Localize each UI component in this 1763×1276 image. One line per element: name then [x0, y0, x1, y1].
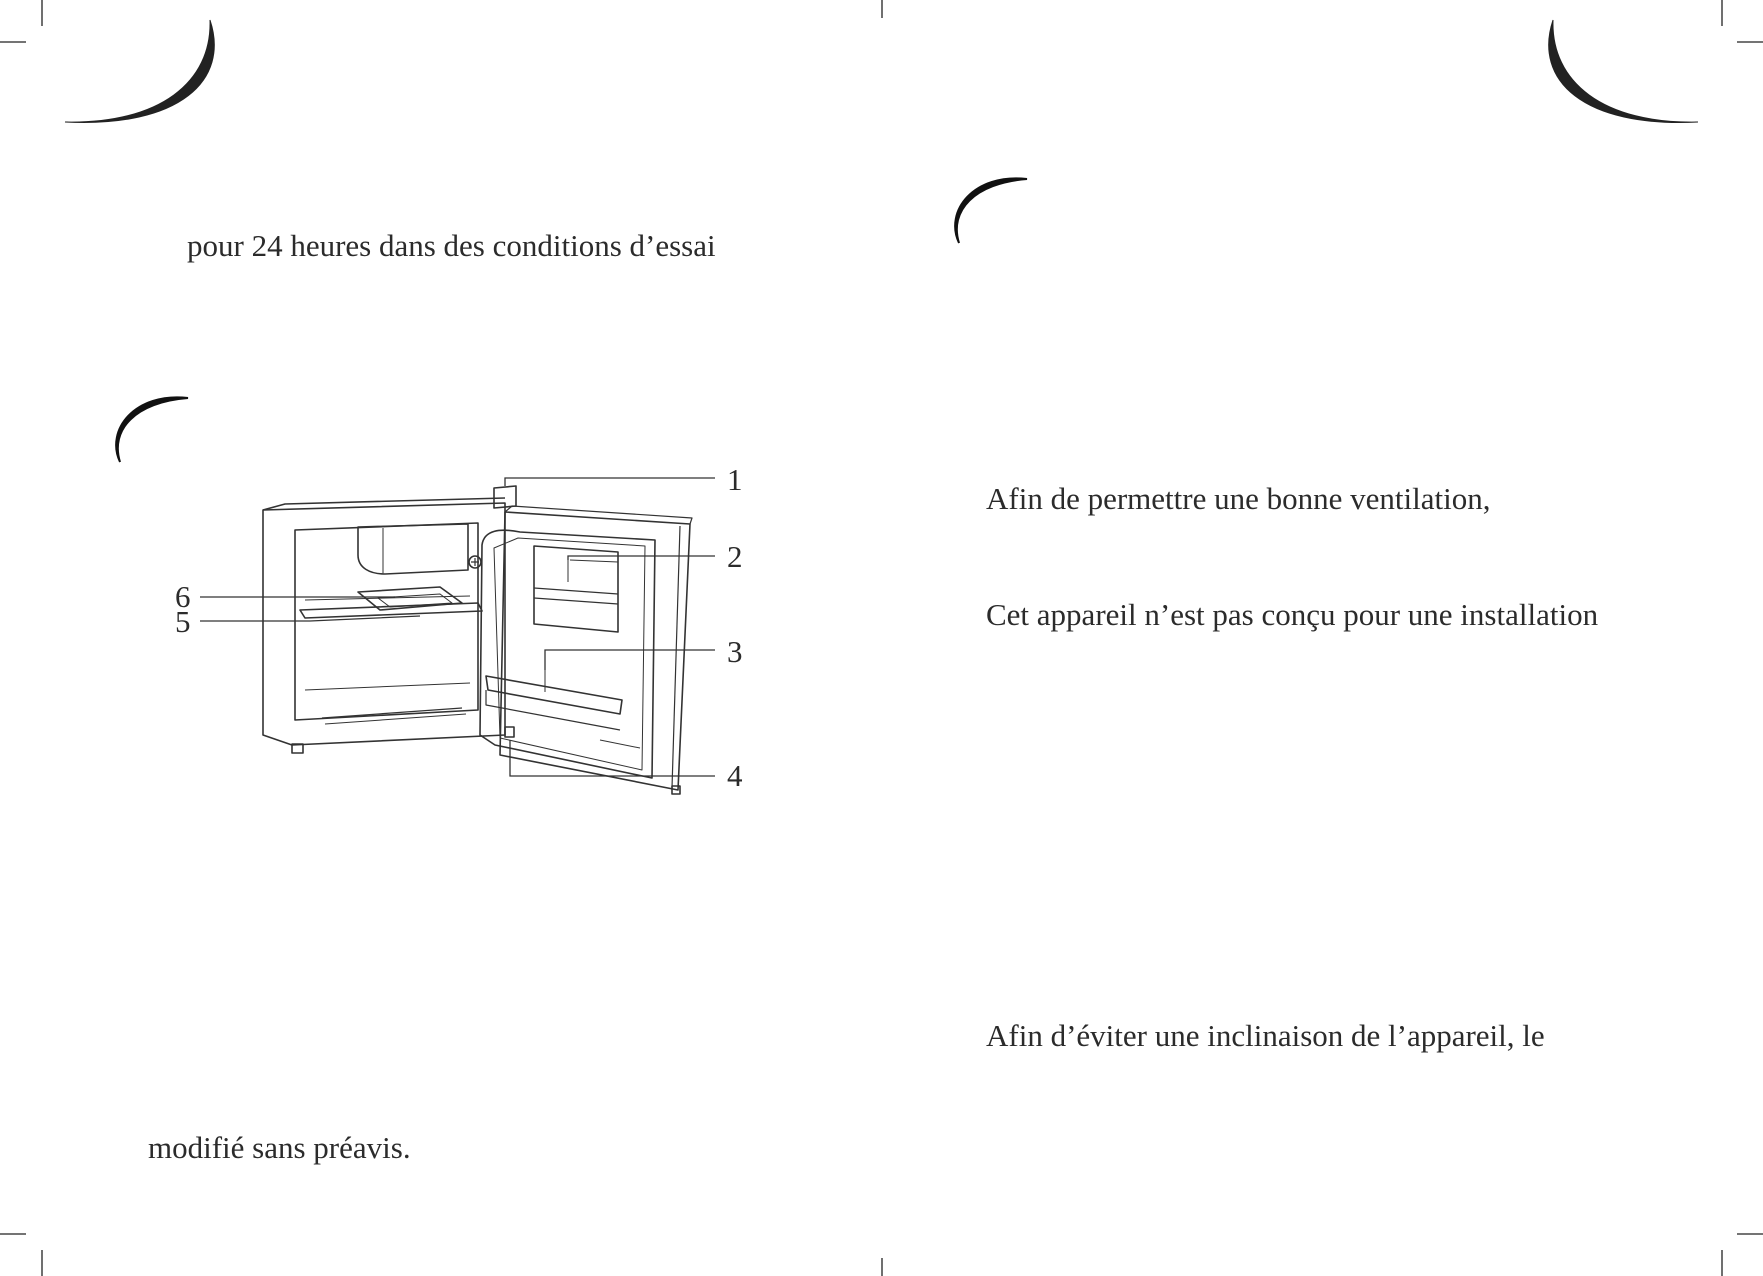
diagram-label-1: 1 [727, 462, 743, 497]
drip-tray [300, 603, 482, 618]
cabinet-interior [295, 523, 478, 720]
diagram-label-6: 6 [175, 579, 191, 614]
diagram-label-2: 2 [727, 539, 743, 574]
left-top-line: pour 24 heures dans des conditions d’essai [187, 228, 716, 263]
right-line-ventilation: Afin de permettre une bonne ventilation, [986, 481, 1491, 516]
diagram-label-3: 3 [727, 634, 743, 669]
leader-lines [200, 478, 715, 776]
right-line-inclinaison: Afin d’éviter une inclinaison de l’appareil, le [986, 1018, 1545, 1053]
left-bottom-line: modifié sans préavis. [148, 1130, 411, 1165]
freezer-compartment [358, 524, 468, 574]
diagram-label-5: 5 [175, 604, 191, 639]
right-line-installation: Cet appareil n’est pas conçu pour une installation [986, 597, 1599, 632]
door-outer [500, 512, 690, 790]
diagram-label-4: 4 [727, 758, 743, 793]
